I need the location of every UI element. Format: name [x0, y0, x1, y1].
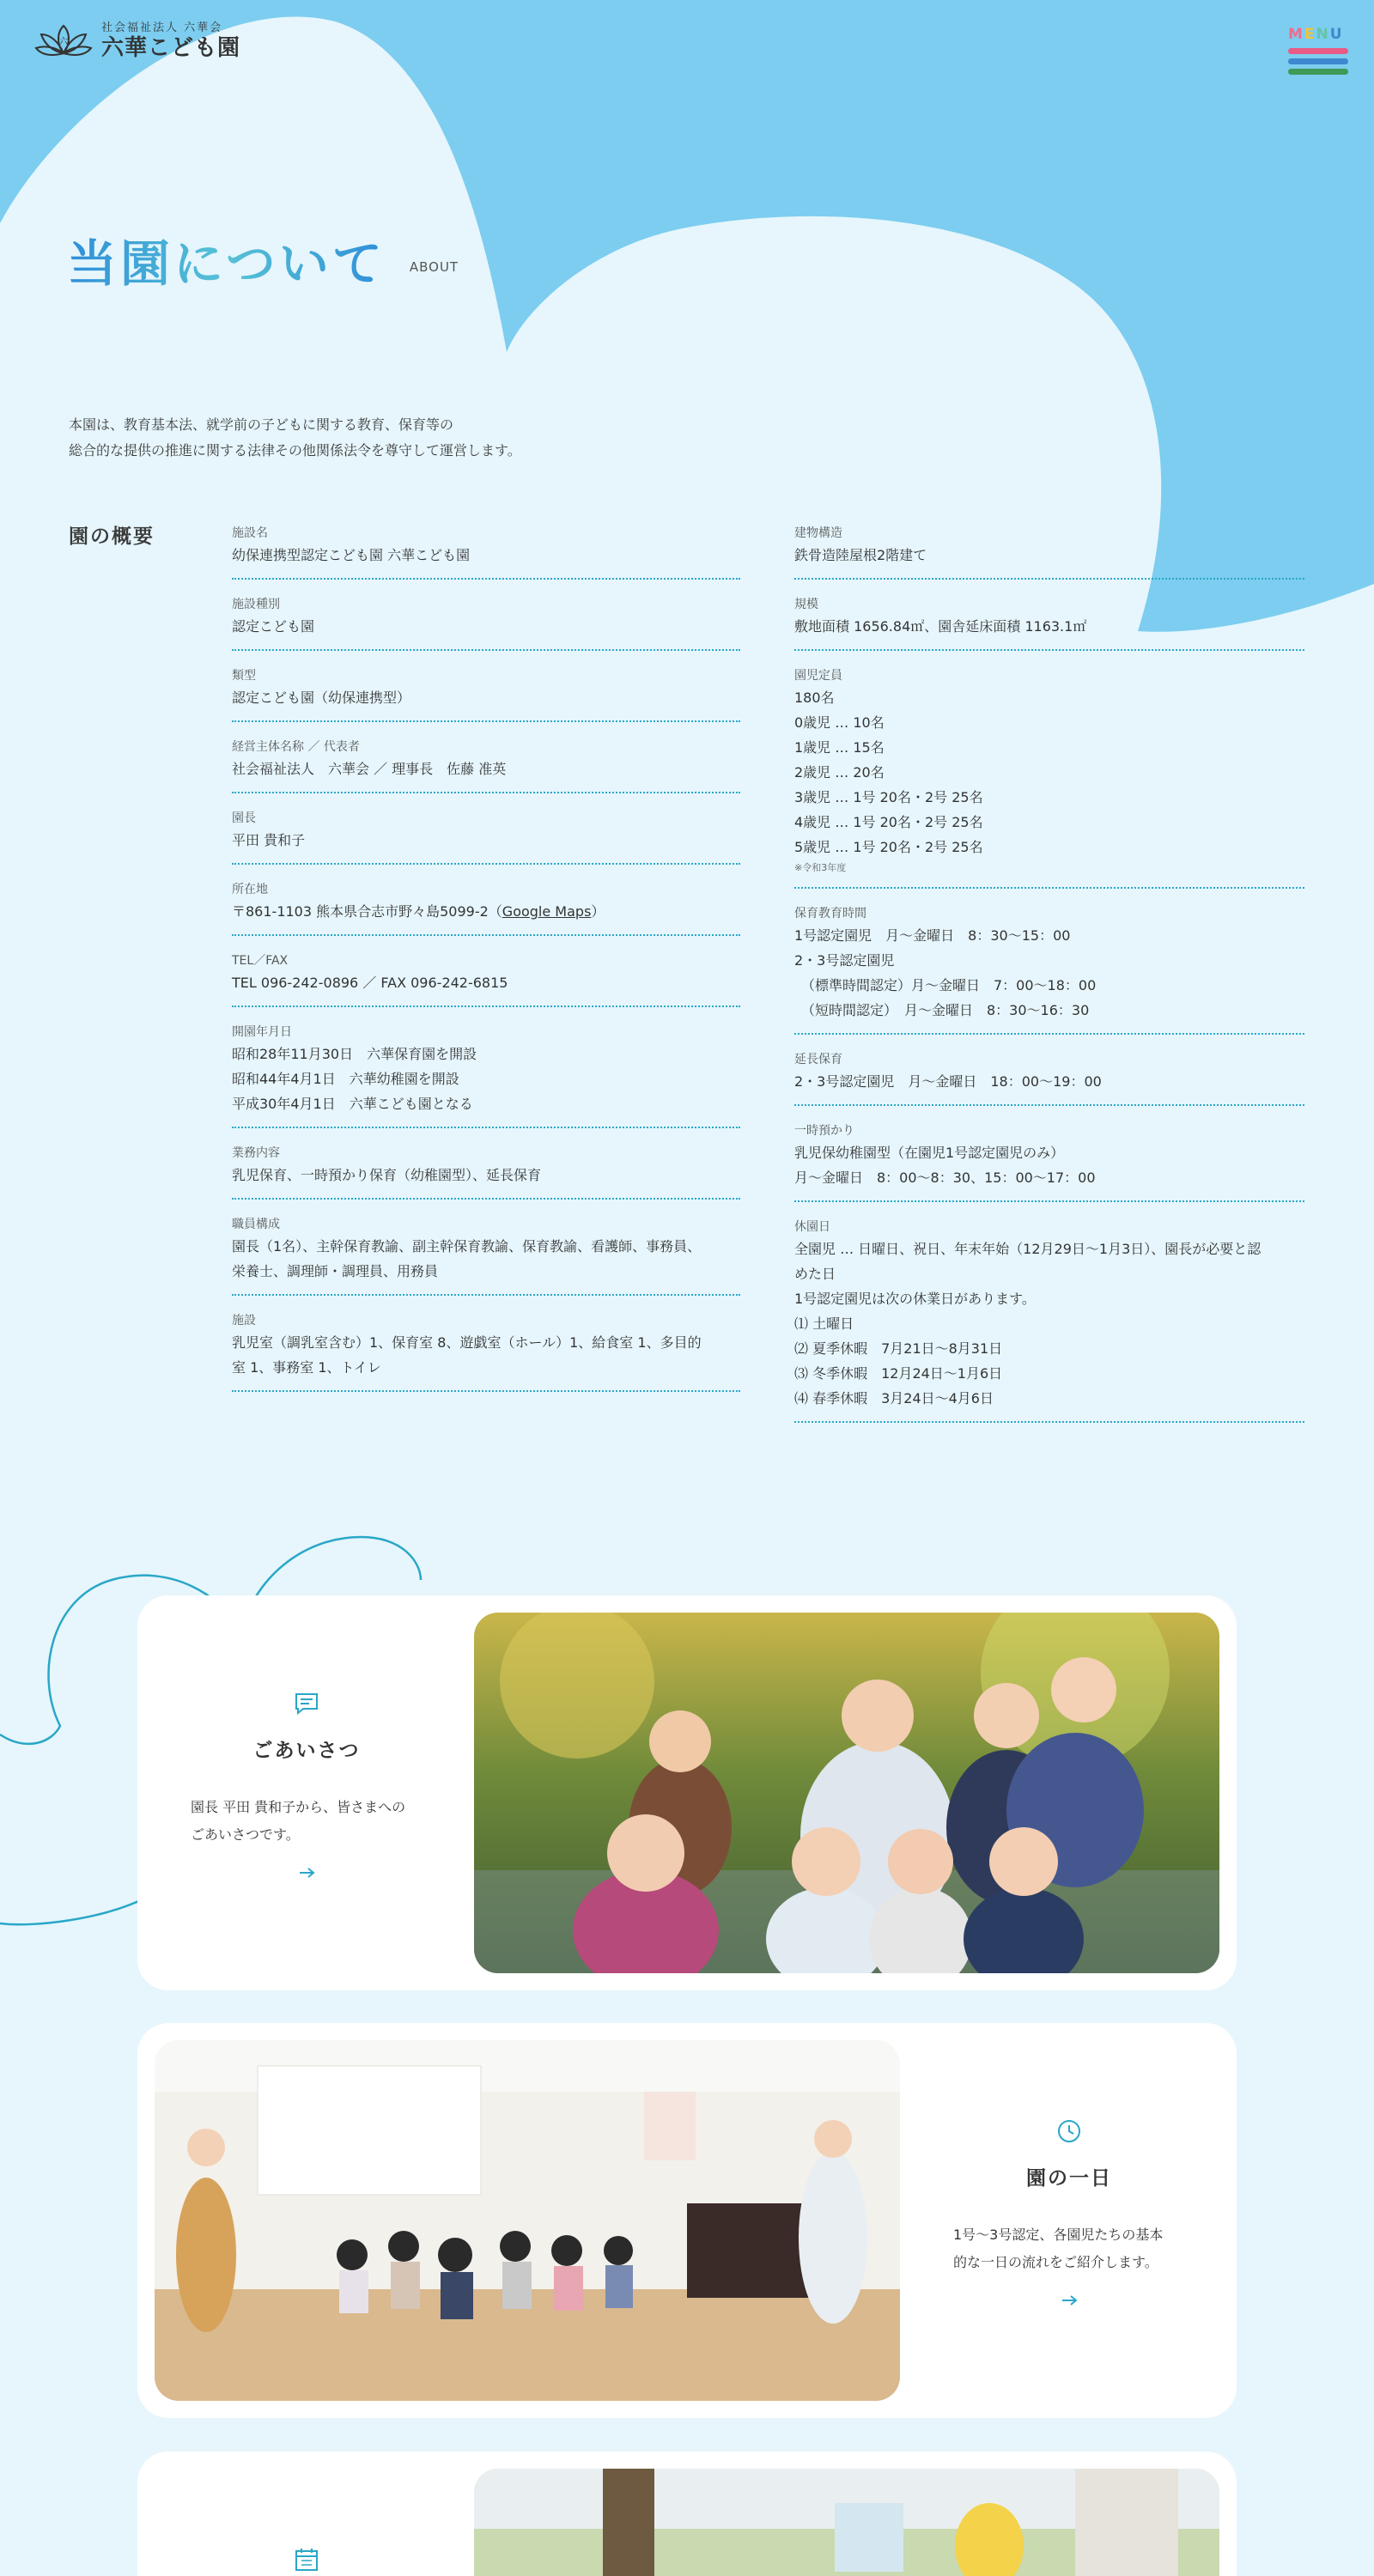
- menu-letter-n: N: [1316, 26, 1329, 43]
- address-close-paren: ）: [591, 903, 605, 920]
- item-label: 所在地: [232, 883, 268, 896]
- greeting-card[interactable]: [137, 1595, 1237, 1990]
- outdoor-playground-photo: [474, 2469, 1219, 2576]
- arrow-right-icon[interactable]: [296, 1866, 317, 1880]
- menu-button[interactable]: [1288, 26, 1353, 77]
- overview-item: [794, 1045, 1304, 1106]
- annual-events-card-text: [165, 2546, 448, 2576]
- card-title: 園の一日: [1026, 2167, 1112, 2190]
- overview-item: [232, 1306, 740, 1392]
- overview-item: [794, 661, 1304, 889]
- overview-item: [232, 1139, 740, 1200]
- menu-letter-m: M: [1288, 26, 1304, 43]
- overview-left-column: [232, 519, 740, 1402]
- item-value: 平田 貴和子: [232, 832, 306, 848]
- item-value: 認定こども園: [232, 618, 315, 635]
- item-label: 園児定員: [794, 669, 842, 683]
- overview-heading: 園の概要: [69, 526, 155, 548]
- logo-title: 六華こども園: [101, 35, 241, 61]
- item-value: 1号認定園児 月～金曜日 8：30～15：00 2・3号認定園児 （標準時間認定）月～金曜日 7：00～18：00 （短時間認定） 月～金曜日 8：30～16：30: [794, 927, 1097, 1018]
- overview-item: [232, 732, 740, 793]
- card-desc-line-1: 園長 平田 貴和子から、皆さまへの: [191, 1799, 406, 1815]
- item-value-address: [232, 899, 740, 924]
- item-value: 昭和28年11月30日 六華保育園を開設 昭和44年4月1日 六華幼稚園を開設 平成30年4月1日 六華こども園となる: [232, 1046, 477, 1112]
- overview-item: [232, 1210, 740, 1296]
- item-label: 保育教育時間: [794, 907, 866, 920]
- item-value: 幼保連携型認定こども園 六華こども園: [232, 547, 471, 563]
- item-label: 施設名: [232, 526, 268, 540]
- daily-schedule-card[interactable]: [137, 2023, 1237, 2418]
- item-label: 類型: [232, 669, 256, 683]
- site-header: [0, 0, 1374, 86]
- chat-icon: [293, 1690, 320, 1717]
- svg-text:六: 六: [58, 36, 69, 47]
- calendar-icon: [293, 2546, 320, 2573]
- overview-item: [794, 1212, 1304, 1423]
- item-label: 一時預かり: [794, 1124, 854, 1138]
- item-value: 社会福祉法人 六華会 ／ 理事長 佐藤 准英: [232, 761, 507, 777]
- item-value: 乳児保幼稚園型（在園児1号認定園児のみ） 月～金曜日 8：00～8：30、15：00～17：00: [794, 1145, 1096, 1186]
- overview-item: [232, 519, 740, 580]
- item-value: 園長（1名）、主幹保育教諭、副主幹保育教諭、保育教諭、看護師、事務員、 栄養士、調理師・調理員、用務員: [232, 1238, 702, 1279]
- overview-item: [794, 899, 1304, 1035]
- card-title: ごあいさつ: [252, 1740, 361, 1762]
- children-group-photo: [474, 1613, 1219, 1973]
- item-value: 180名 0歳児 … 10名 1歳児 … 15名 2歳児 … 20名 3歳児 … 1号 20名・2号 25名 4歳児 … 1号 20名・2号 25名 5歳児 … 1号 20名・2号 25名: [794, 690, 983, 855]
- clock-icon: [1055, 2117, 1083, 2145]
- overview-item: [232, 590, 740, 651]
- arrow-right-icon[interactable]: [1059, 2293, 1079, 2307]
- address-text: 〒861-1103 熊本県合志市野々島5099-2（: [232, 903, 502, 920]
- item-label: 延長保育: [794, 1053, 842, 1066]
- item-label: 建物構造: [794, 526, 842, 540]
- annual-events-photo: [474, 2469, 1219, 2576]
- item-label: 施設種別: [232, 598, 280, 611]
- item-value: 認定こども園（幼保連携型）: [232, 690, 411, 706]
- greeting-card-text: [165, 1690, 448, 1880]
- intro-line-2: 総合的な提供の推進に関する法律その他関係法令を尊守して運営します。: [69, 442, 521, 459]
- annual-events-card[interactable]: [137, 2451, 1237, 2576]
- lotus-logo-icon: [34, 19, 93, 64]
- menu-letter-e: E: [1304, 26, 1316, 43]
- item-value: 乳児室（調乳室含む）1、保育室 8、遊戯室（ホール）1、給食室 1、多目的 室 1、事務室 1、トイレ: [232, 1334, 702, 1376]
- daily-schedule-card-text: [927, 2117, 1211, 2307]
- overview-right-column: [794, 519, 1304, 1433]
- overview-item: [232, 804, 740, 865]
- intro-text: [69, 412, 842, 464]
- page-title-text: 当園について: [67, 234, 386, 293]
- menu-bar-2: [1288, 58, 1348, 64]
- overview-item: [232, 661, 740, 722]
- menu-letter-u: U: [1329, 26, 1343, 43]
- daily-schedule-photo: [155, 2040, 900, 2401]
- overview-item: [794, 519, 1304, 580]
- item-label: 開園年月日: [232, 1025, 292, 1039]
- card-description: [191, 1794, 423, 1849]
- item-label: 規模: [794, 598, 818, 611]
- card-desc-line-2: 的な一日の流れをご紹介します。: [953, 2254, 1158, 2270]
- item-label: 業務内容: [232, 1146, 280, 1160]
- overview-item: [232, 1018, 740, 1128]
- item-note: ※令和3年度: [794, 862, 847, 873]
- overview-item: [232, 946, 740, 1007]
- logo-subtitle: 社会福祉法人 六華会: [101, 21, 223, 34]
- item-label: 経営主体名称 ／ 代表者: [232, 740, 360, 754]
- overview-item: [794, 1116, 1304, 1202]
- overview-item: [794, 590, 1304, 651]
- item-label: 施設: [232, 1314, 256, 1327]
- menu-bar-3: [1288, 69, 1348, 75]
- card-desc-line-1: 1号～3号認定、各園児たちの基本: [953, 2227, 1164, 2243]
- item-label: 職員構成: [232, 1218, 280, 1231]
- card-desc-line-2: ごあいさつです。: [191, 1826, 300, 1843]
- item-value: 全園児 … 日曜日、祝日、年末年始（12月29日～1月3日）、園長が必要と認 めた日 1号認定園児は次の休業日があります。 ⑴ 土曜日 ⑵ 夏季休暇 7月21日～8月31日 ⑶ 冬季休暇 12月24日～1月6日 ⑷ 春季休暇 3月24日～4月6日: [794, 1241, 1262, 1406]
- menu-label: [1288, 26, 1353, 43]
- item-value: 鉄骨造陸屋根2階建て: [794, 547, 927, 563]
- item-value: 2・3号認定園児 月～金曜日 18：00～19：00: [794, 1073, 1102, 1090]
- item-label: 休園日: [794, 1220, 830, 1234]
- classroom-photo: [155, 2040, 900, 2401]
- item-value: 敷地面積 1656.84㎡、園舎延床面積 1163.1㎡: [794, 618, 1087, 635]
- item-label: TEL／FAX: [232, 954, 289, 968]
- menu-bar-1: [1288, 48, 1348, 54]
- page-title-en: ABOUT: [409, 259, 459, 275]
- site-logo[interactable]: [34, 19, 240, 64]
- overview-item: [232, 875, 740, 936]
- google-maps-link[interactable]: Google Maps: [502, 903, 592, 920]
- item-label: 園長: [232, 811, 256, 825]
- greeting-photo: [474, 1613, 1219, 1973]
- item-value: TEL 096-242-0896 ／ FAX 096-242-6815: [232, 975, 508, 991]
- page-title: [67, 234, 459, 294]
- intro-line-1: 本園は、教育基本法、就学前の子どもに関する教育、保育等の: [69, 416, 454, 433]
- card-description: [953, 2221, 1185, 2276]
- item-value: 乳児保育、一時預かり保育（幼稚園型）、延長保育: [232, 1167, 542, 1183]
